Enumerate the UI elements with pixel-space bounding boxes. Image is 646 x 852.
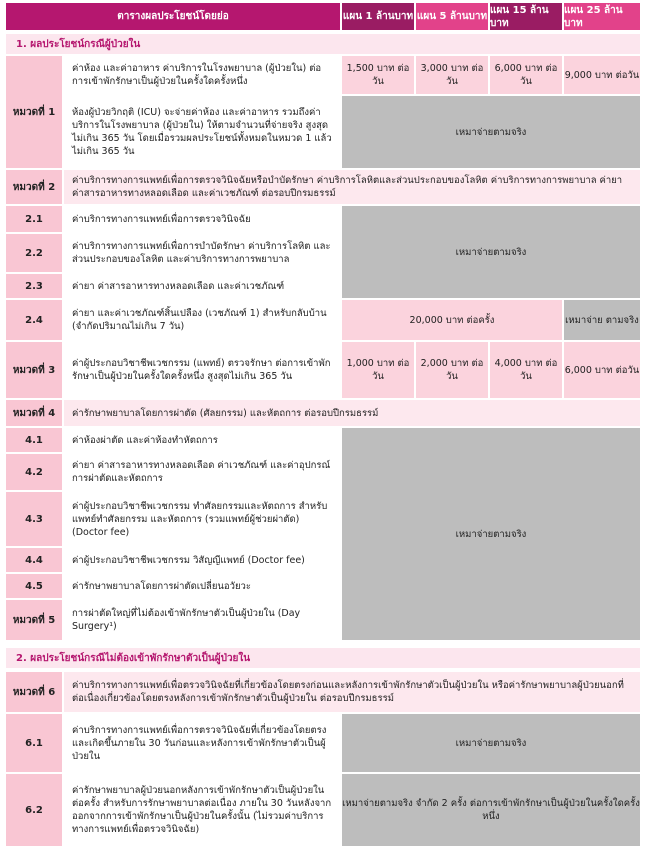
item-2-4-plan-25-value: เหมาจ่าย ตามจริง <box>564 300 640 340</box>
category-3-plan-1-value: 1,000 บาท ต่อวัน <box>342 342 414 398</box>
item-4-5-text: ค่ารักษาพยาบาลโดยการผ่าตัดเปลี่ยนอวัยวะ <box>64 574 340 598</box>
plan-5-header: แผน 5 ล้านบาท <box>416 3 488 30</box>
item-2-1-number: 2.1 <box>6 206 62 232</box>
category-1-plan-25-value: 9,000 บาท ต่อวัน <box>564 56 640 94</box>
category-1-plan-5-value: 3,000 บาท ต่อวัน <box>416 56 488 94</box>
item-4-3-number: 4.3 <box>6 492 62 546</box>
item-4-4-text: ค่าผู้ประกอบวิชาชีพเวชกรรม วิสัญญีแพทย์ (Doctor fee) <box>64 548 340 572</box>
plan-15-header: แผน 15 ล้านบาท <box>490 3 562 30</box>
item-6-1-text: ค่าบริการทางการแพทย์เพื่อการตรวจวินิจฉัยที่เกี่ยวข้องโดยตรง และเกิดขึ้นภายใน 30 วันก่อนและหลังการเข้าพักรักษาตัวเป็นผู้ป่วยใน <box>64 714 340 772</box>
category-1-label: หมวดที่ 1 <box>6 56 62 168</box>
category-2-text: ค่าบริการทางการแพทย์เพื่อการตรวจวินิจฉัยหรือบำบัดรักษา ค่าบริการโลหิตและส่วนประกอบของโลหิต ค่าบริการทางการพยาบาล ค่ายา ค่าสารอาหารทางหลอดเลือด และค่าเวชภัณฑ์ ต่อรอบปีกรมธรรม์ <box>64 170 640 204</box>
item-4-2-number: 4.2 <box>6 454 62 490</box>
category-3-label: หมวดที่ 3 <box>6 342 62 398</box>
category-5-label: หมวดที่ 5 <box>6 600 62 640</box>
category-3-plan-25-value: 6,000 บาท ต่อวัน <box>564 342 640 398</box>
item-4-3-text: ค่าผู้ประกอบวิชาชีพเวชกรรม ทำศัลยกรรมและหัตถการ สำหรับแพทย์ทำศัลยกรรม และหัตถการ (รวมแพทย์ผู้ช่วยผ่าตัด) (Doctor fee) <box>64 492 340 546</box>
category-2-label: หมวดที่ 2 <box>6 170 62 204</box>
item-2-4-text: ค่ายา และค่าเวชภัณฑ์สิ้นเปลือง (เวชภัณฑ์ 1) สำหรับกลับบ้าน (จำกัดปริมาณไม่เกิน 7 วัน) <box>64 300 340 340</box>
item-2-2-text: ค่าบริการทางการแพทย์เพื่อการบำบัดรักษา ค่าบริการโลหิต และส่วนประกอบของโลหิต และค่าบริการทางการพยาบาล <box>64 234 340 272</box>
items-4-1-to-5-value: เหมาจ่ายตามจริง <box>342 428 640 640</box>
item-4-1-text: ค่าห้องผ่าตัด และค่าห้องทำหัตถการ <box>64 428 340 452</box>
item-6-1-number: 6.1 <box>6 714 62 772</box>
category-1-icu-text: ห้องผู้ป่วยวิกฤติ (ICU) จะจ่ายค่าห้อง และค่าอาหาร รวมถึงค่าบริการในโรงพยาบาล (ผู้ป่วยใน) ให้ตามจำนวนที่จ่ายจริง สูงสุดไม่เกิน 365 วัน โดยเมื่อรวมผลประโยชน์ทั้งหมดในหมวด 1 แล้วไม่เกิน 365 วัน <box>64 96 340 168</box>
category-3-plan-5-value: 2,000 บาท ต่อวัน <box>416 342 488 398</box>
plan-25-header: แผน 25 ล้านบาท <box>564 3 640 30</box>
item-2-3-text: ค่ายา ค่าสารอาหารทางหลอดเลือด และค่าเวชภัณฑ์ <box>64 274 340 298</box>
section-2-title: 2. ผลประโยชน์กรณีไม่ต้องเข้าพักรักษาตัวเป็นผู้ป่วยใน <box>6 648 640 668</box>
items-2-1-to-2-3-value: เหมาจ่ายตามจริง <box>342 206 640 298</box>
item-4-4-number: 4.4 <box>6 548 62 572</box>
item-6-2-value: เหมาจ่ายตามจริง จำกัด 2 ครั้ง ต่อการเข้าพักรักษาเป็นผู้ป่วยในครั้งใดครั้งหนึ่ง <box>342 774 640 846</box>
category-3-text: ค่าผู้ประกอบวิชาชีพเวชกรรม (แพทย์) ตรวจรักษา ต่อการเข้าพักรักษาเป็นผู้ป่วยในครั้งใดครั้งหนึ่ง สูงสุดไม่เกิน 365 วัน <box>64 342 340 398</box>
item-4-1-number: 4.1 <box>6 428 62 452</box>
table-title: ตารางผลประโยชน์โดยย่อ <box>6 3 340 30</box>
category-4-text: ค่ารักษาพยาบาลโดยการผ่าตัด (ศัลยกรรม) และหัตถการ ต่อรอบปีกรมธรรม์ <box>64 400 640 426</box>
category-5-text: การผ่าตัดใหญ่ที่ไม่ต้องเข้าพักรักษาตัวเป็นผู้ป่วยใน (Day Surgery¹) <box>64 600 340 640</box>
category-6-label: หมวดที่ 6 <box>6 672 62 712</box>
item-6-2-text: ค่ารักษาพยาบาลผู้ป่วยนอกหลังการเข้าพักรักษาตัวเป็นผู้ป่วยในต่อครั้ง สำหรับการรักษาพยาบาลต่อเนื่อง ภายใน 30 วันหลังจากออกจากการเข้าพักรักษาเป็นผู้ป่วยในครั้งนั้น (ไม่รวมค่าบริการทางการแพทย์เพื่อตรวจวินิจฉัย) <box>64 774 340 846</box>
item-2-4-number: 2.4 <box>6 300 62 340</box>
category-6-text: ค่าบริการทางการแพทย์เพื่อตรวจวินิจฉัยที่เกี่ยวข้องโดยตรงก่อนและหลังการเข้าพักรักษาตัวเป็นผู้ป่วยใน หรือค่ารักษาพยาบาลผู้ป่วยนอกที่ต่อเนื่องเกี่ยวข้องโดยตรงหลังการเข้าพักรักษาตัวเป็นผู้ป่วยใน ต่อรอบปีกรมธรรม์ <box>64 672 640 712</box>
category-1-icu-value: เหมาจ่ายตามจริง <box>342 96 640 168</box>
item-4-2-text: ค่ายา ค่าสารอาหารทางหลอดเลือด ค่าเวชภัณฑ์ และค่าอุปกรณ์การผ่าตัดและหัตถการ <box>64 454 340 490</box>
category-1-plan-1-value: 1,500 บาท ต่อวัน <box>342 56 414 94</box>
plan-1-header: แผน 1 ล้านบาท <box>342 3 414 30</box>
item-4-5-number: 4.5 <box>6 574 62 598</box>
item-6-2-number: 6.2 <box>6 774 62 846</box>
item-2-1-text: ค่าบริการทางการแพทย์เพื่อการตรวจวินิจฉัย <box>64 206 340 232</box>
category-1-plan-15-value: 6,000 บาท ต่อวัน <box>490 56 562 94</box>
category-3-plan-15-value: 4,000 บาท ต่อวัน <box>490 342 562 398</box>
category-1-room-text: ค่าห้อง และค่าอาหาร ค่าบริการในโรงพยาบาล (ผู้ป่วยใน) ต่อการเข้าพักรักษาเป็นผู้ป่วยในครั้งใดครั้งหนึ่ง <box>64 56 340 94</box>
item-2-3-number: 2.3 <box>6 274 62 298</box>
category-4-label: หมวดที่ 4 <box>6 400 62 426</box>
item-2-4-value: 20,000 บาท ต่อครั้ง <box>342 300 562 340</box>
item-6-1-value: เหมาจ่ายตามจริง <box>342 714 640 772</box>
item-2-2-number: 2.2 <box>6 234 62 272</box>
section-1-title: 1. ผลประโยชน์กรณีผู้ป่วยใน <box>6 34 640 54</box>
